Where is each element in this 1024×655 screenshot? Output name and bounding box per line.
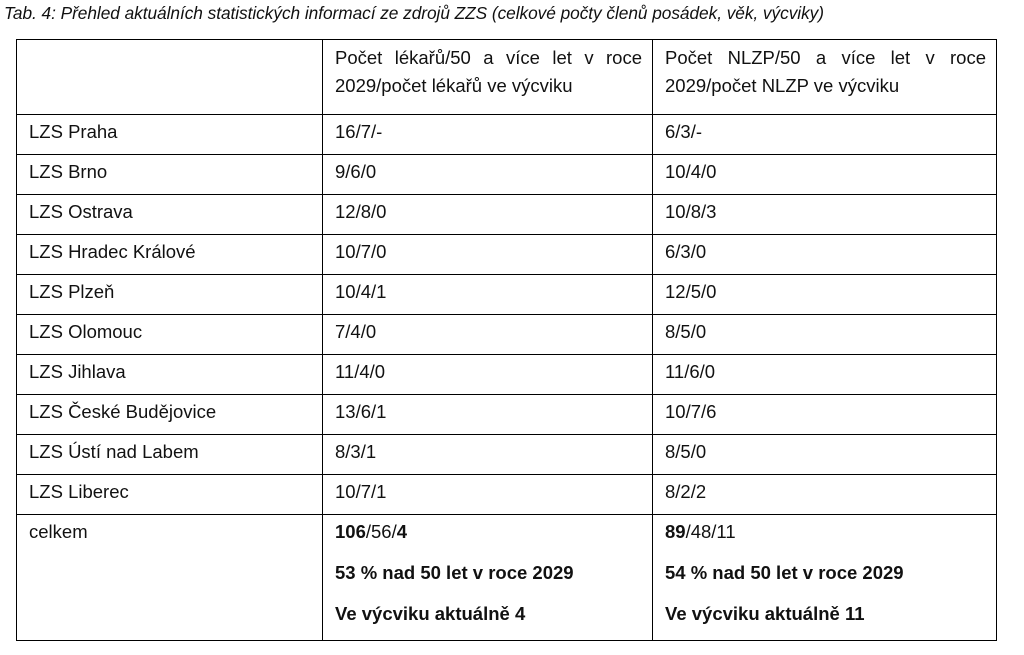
- doctors-cell: 12/8/0: [323, 195, 653, 235]
- doctors-cell: 11/4/0: [323, 355, 653, 395]
- station-name-cell: LZS Ostrava: [17, 195, 323, 235]
- nlzp-cell: 11/6/0: [653, 355, 997, 395]
- total-doctors-cell: [323, 515, 653, 641]
- nlzp-cell: 12/5/0: [653, 275, 997, 315]
- doctors-cell: 10/7/0: [323, 235, 653, 275]
- nlzp-cell: 10/7/6: [653, 395, 997, 435]
- table-row: [17, 155, 997, 195]
- nlzp-cell: 6/3/0: [653, 235, 997, 275]
- table-header-row: [17, 40, 997, 115]
- doctors-cell: 16/7/-: [323, 115, 653, 155]
- table-caption: Tab. 4: Přehled aktuálních statistických informací ze zdrojů ZZS (celkové počty členů posádek, věk, výcviky): [4, 3, 824, 23]
- header-cell-doctors: Počet lékařů/50 a více let v roce 2029/počet lékařů ve výcviku: [323, 40, 653, 115]
- station-name-cell: LZS Olomouc: [17, 315, 323, 355]
- doctors-cell: 8/3/1: [323, 435, 653, 475]
- table-row: [17, 355, 997, 395]
- table-row: [17, 115, 997, 155]
- header-cell-empty: [17, 40, 323, 115]
- nlzp-cell: 8/5/0: [653, 435, 997, 475]
- station-name-cell: LZS Praha: [17, 115, 323, 155]
- total-label-cell: celkem: [17, 515, 323, 641]
- table-row: [17, 235, 997, 275]
- table-row: [17, 475, 997, 515]
- doctors-cell: 9/6/0: [323, 155, 653, 195]
- station-name-cell: LZS Brno: [17, 155, 323, 195]
- total-doctors-training: 4: [396, 521, 408, 542]
- table-row: [17, 195, 997, 235]
- nlzp-cell: 10/8/3: [653, 195, 997, 235]
- total-nlzp-cell: [653, 515, 997, 641]
- doctors-cell: 10/4/1: [323, 275, 653, 315]
- table-row: [17, 395, 997, 435]
- total-nlzp-figures: [665, 518, 984, 546]
- total-doctors-training-note: Ve výcviku aktuálně 4: [335, 603, 526, 624]
- nlzp-cell: 10/4/0: [653, 155, 997, 195]
- total-doctors-age-note: 53 % nad 50 let v roce 2029: [335, 562, 574, 583]
- station-name-cell: LZS Hradec Králové: [17, 235, 323, 275]
- nlzp-cell: 6/3/-: [653, 115, 997, 155]
- station-name-cell: LZS České Budějovice: [17, 395, 323, 435]
- doctors-cell: 10/7/1: [323, 475, 653, 515]
- total-nlzp-count: 89: [665, 521, 686, 542]
- station-name-cell: LZS Plzeň: [17, 275, 323, 315]
- total-nlzp-training-note: Ve výcviku aktuálně 11: [665, 603, 865, 624]
- nlzp-cell: 8/2/2: [653, 475, 997, 515]
- station-name-cell: LZS Ústí nad Labem: [17, 435, 323, 475]
- station-name-cell: LZS Liberec: [17, 475, 323, 515]
- station-name-cell: LZS Jihlava: [17, 355, 323, 395]
- total-nlzp-rest: /48/11: [685, 521, 736, 542]
- header-cell-nlzp: Počet NLZP/50 a více let v roce 2029/počet NLZP ve výcviku: [653, 40, 997, 115]
- total-nlzp-age-note: 54 % nad 50 let v roce 2029: [665, 562, 904, 583]
- table-row: [17, 435, 997, 475]
- stats-table: [16, 39, 997, 641]
- doctors-cell: 7/4/0: [323, 315, 653, 355]
- total-doctors-rest: /56/: [365, 521, 397, 542]
- doctors-cell: 13/6/1: [323, 395, 653, 435]
- total-doctors-count: 106: [335, 521, 366, 542]
- table-row: [17, 315, 997, 355]
- total-row: [17, 515, 997, 641]
- total-doctors-figures: [335, 518, 640, 546]
- nlzp-cell: 8/5/0: [653, 315, 997, 355]
- table-row: [17, 275, 997, 315]
